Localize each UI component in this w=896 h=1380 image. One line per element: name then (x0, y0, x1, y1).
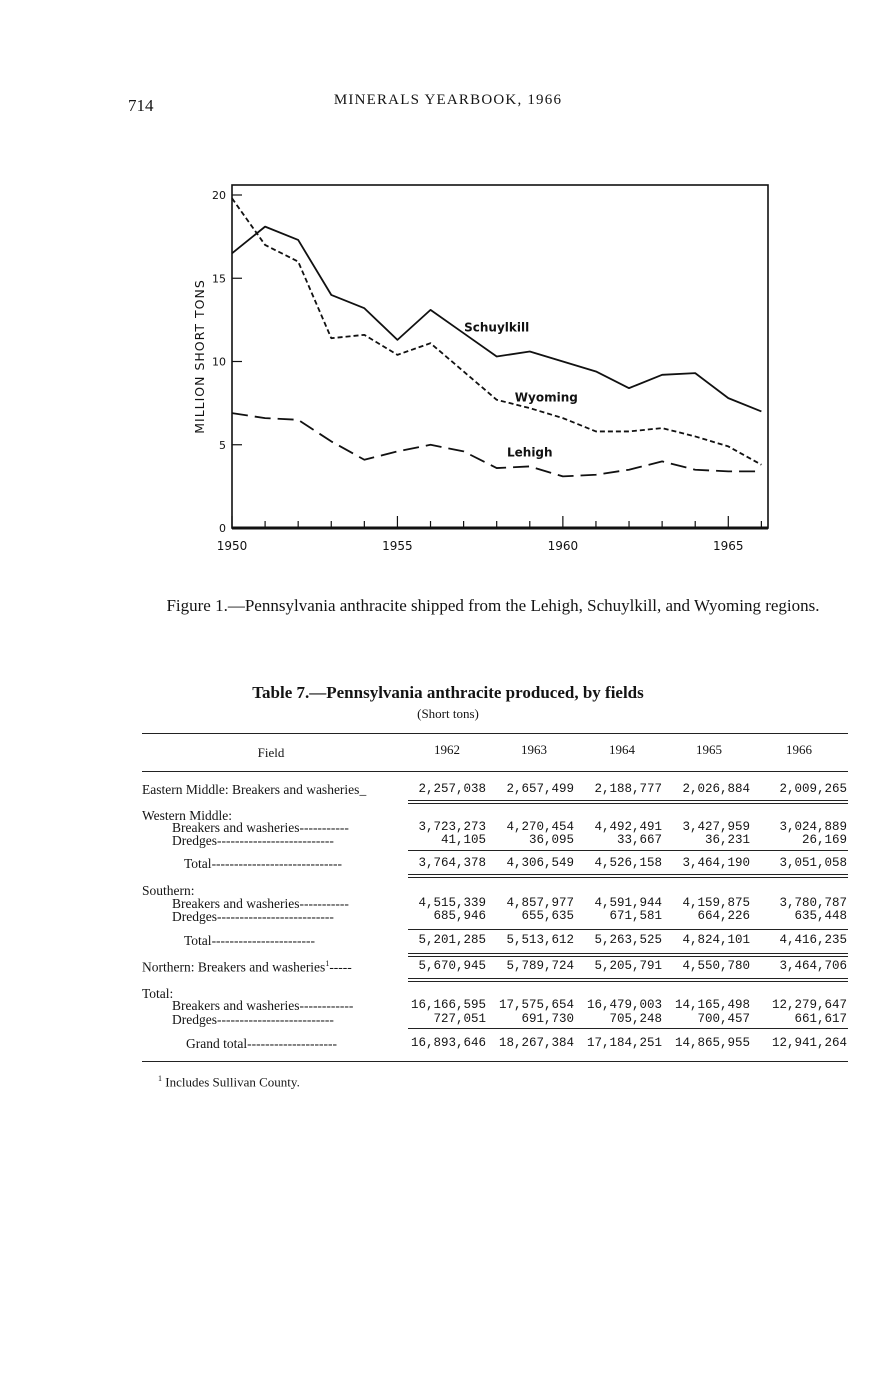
table-cell: 14,165,498 (674, 998, 750, 1012)
x-tick-label: 1965 (713, 539, 744, 553)
table-cell: 664,226 (697, 909, 750, 923)
footnote-reference: 1 (325, 959, 330, 968)
table-cell: 3,723,273 (418, 820, 486, 834)
table-cell: 4,591,944 (594, 896, 662, 910)
y-axis-label: MILLION SHORT TONS (192, 279, 207, 434)
row-label: Dredges-------------------------- (172, 909, 334, 924)
table-cell: 635,448 (794, 909, 847, 923)
table-cell: 17,184,251 (586, 1036, 662, 1050)
table-cell: 5,263,525 (594, 933, 662, 947)
table-cell: 685,946 (433, 909, 486, 923)
western-subtotal-rule (408, 850, 848, 851)
row-label: Southern: (142, 883, 195, 898)
table-cell: 4,159,875 (682, 896, 750, 910)
column-header-1962: 1962 (434, 742, 460, 757)
row-label: Breakers and washeries------------ (172, 998, 354, 1013)
table-cell: 16,893,646 (410, 1036, 486, 1050)
x-tick-label: 1950 (216, 539, 248, 553)
southern-rule-2 (408, 956, 848, 957)
table-cell: 4,270,454 (506, 820, 574, 834)
table-cell: 4,526,158 (594, 856, 662, 870)
y-tick-label: 20 (212, 189, 226, 202)
table-cell: 4,492,491 (594, 820, 662, 834)
table-cell: 3,464,190 (682, 856, 750, 870)
table-cell: 4,416,235 (779, 933, 847, 947)
table-cell: 661,617 (794, 1012, 847, 1026)
table-cell: 2,657,499 (506, 782, 574, 796)
column-header-1964: 1964 (609, 742, 635, 757)
series-line-lehigh (232, 413, 761, 476)
table-top-rule (142, 733, 848, 734)
series-label-schuylkill: Schuylkill (464, 320, 530, 335)
column-header-1966: 1966 (786, 742, 812, 757)
eastern-rule-1 (408, 800, 848, 801)
table-cell: 4,306,549 (506, 856, 574, 870)
table-cell: 655,635 (521, 909, 574, 923)
x-tick-label: 1960 (547, 539, 579, 553)
table-cell: 2,257,038 (418, 782, 486, 796)
row-label: Eastern Middle: Breakers and washeries_ (142, 782, 367, 797)
table-cell: 36,095 (528, 833, 574, 847)
table-cell: 4,550,780 (682, 959, 750, 973)
table-cell: 3,024,889 (779, 820, 847, 834)
row-label: Breakers and washeries----------- (172, 820, 349, 835)
series-label-lehigh: Lehigh (506, 445, 553, 460)
y-tick-label: 0 (219, 522, 226, 535)
western-rule-2 (408, 877, 848, 878)
table-cell: 16,479,003 (586, 998, 662, 1012)
row-label: Total----------------------- (184, 933, 315, 948)
table-cell: 4,857,977 (506, 896, 574, 910)
table-cell: 2,188,777 (594, 782, 662, 796)
series-label-wyoming: Wyoming (514, 390, 578, 405)
total-subtotal-rule (408, 1028, 848, 1029)
x-tick-label: 1955 (382, 539, 413, 553)
northern-rule-1 (408, 978, 848, 979)
table-cell: 3,780,787 (779, 896, 847, 910)
table-bottom-rule (142, 1061, 848, 1062)
table-cell: 671,581 (609, 909, 662, 923)
y-tick-label: 15 (212, 272, 226, 286)
table-cell: 3,051,058 (779, 856, 847, 870)
row-label: Total----------------------------- (184, 856, 342, 871)
table-cell: 5,670,945 (418, 959, 486, 973)
y-tick-label: 10 (212, 355, 226, 369)
table-cell: 16,166,595 (410, 998, 486, 1012)
northern-rule-2 (408, 981, 848, 982)
southern-rule-1 (408, 953, 848, 954)
table-cell: 5,201,285 (418, 933, 486, 947)
footnote: $^1$ Includes Sullivan County. (158, 1074, 300, 1090)
table-cell: 12,279,647 (771, 998, 847, 1012)
table-cell: 727,051 (433, 1012, 486, 1026)
table-cell: 2,026,884 (682, 782, 750, 796)
southern-subtotal-rule (408, 929, 848, 930)
series-line-schuylkill (232, 227, 761, 412)
column-header-1963: 1963 (521, 742, 547, 757)
table-title: Table 7.—Pennsylvania anthracite produced, by fields (252, 683, 644, 702)
table-cell: 5,205,791 (594, 959, 662, 973)
western-rule-1 (408, 874, 848, 875)
figure-caption: Figure 1.—Pennsylvania anthracite shipped from the Lehigh, Schuylkill, and Wyoming regions. (166, 596, 820, 615)
table-cell: 17,575,654 (498, 998, 574, 1012)
table-cell: 700,457 (697, 1012, 750, 1026)
table-cell: 705,248 (609, 1012, 662, 1026)
table-cell: 41,105 (440, 833, 486, 847)
row-label: Western Middle: (142, 808, 233, 823)
table-cell: 4,824,101 (682, 933, 750, 947)
page-number: 714 (128, 96, 154, 115)
column-header-field: Field (257, 745, 285, 760)
table-subtitle: (Short tons) (417, 706, 479, 721)
table-cell: 36,231 (704, 833, 750, 847)
table-cell: 33,667 (616, 833, 662, 847)
row-label: Grand total-------------------- (186, 1036, 338, 1051)
table-cell: 3,464,706 (779, 959, 847, 973)
row-label: Dredges-------------------------- (172, 1012, 334, 1027)
table-cell: 691,730 (521, 1012, 574, 1026)
table-cell: 12,941,264 (771, 1036, 847, 1050)
header-bottom-rule (142, 771, 848, 772)
table-cell: 18,267,384 (498, 1036, 574, 1050)
table-cell: 5,789,724 (506, 959, 574, 973)
column-header-1965: 1965 (696, 742, 722, 757)
table-cell: 26,169 (801, 833, 847, 847)
table-cell: 2,009,265 (779, 782, 847, 796)
table-cell: 4,515,339 (418, 896, 486, 910)
figure-1-line-chart (180, 170, 800, 570)
eastern-rule-2 (408, 803, 848, 804)
table-cell: 14,865,955 (674, 1036, 750, 1050)
running-title: MINERALS YEARBOOK, 1966 (333, 92, 563, 108)
row-label: Northern: Breakers and washeries$^1$----- (142, 959, 352, 975)
row-label: Breakers and washeries----------- (172, 896, 349, 911)
table-cell: 5,513,612 (506, 933, 574, 947)
row-label: Total: (142, 986, 174, 1001)
table-cell: 3,427,959 (682, 820, 750, 834)
row-label: Dredges-------------------------- (172, 833, 334, 848)
y-tick-label: 5 (219, 438, 226, 452)
table-cell: 3,764,378 (418, 856, 486, 870)
